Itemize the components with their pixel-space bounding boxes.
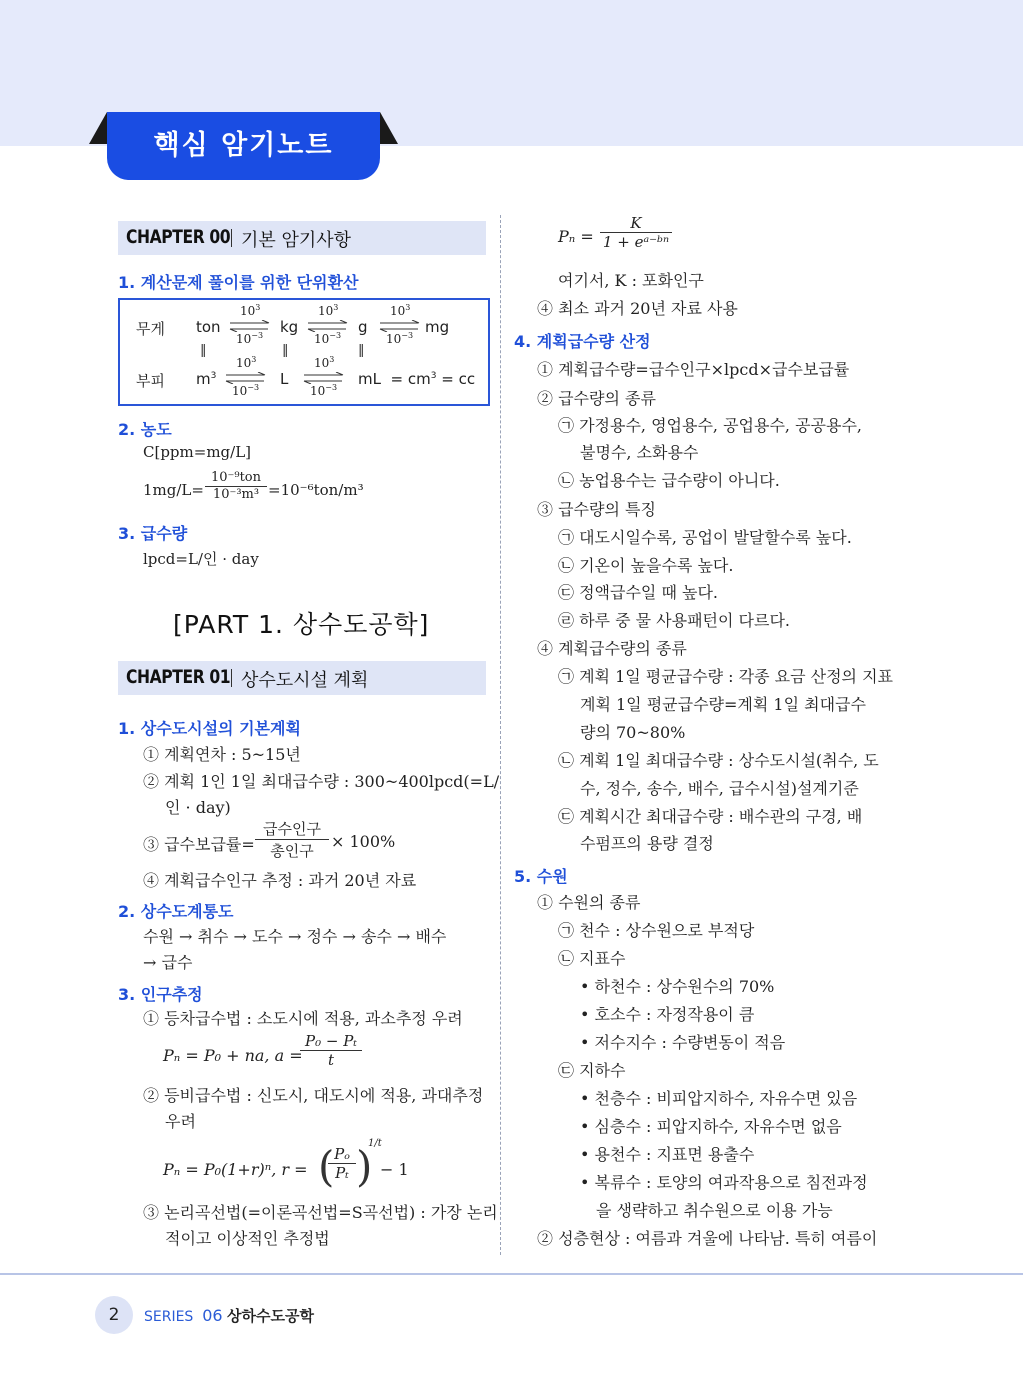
geometric-fraction: [328, 1145, 356, 1182]
plan-item-2: ② 계획 1인 1일 최대급수량 : 300~400lpcd(=L/: [143, 772, 500, 791]
weight-label: 무게: [136, 320, 165, 338]
source-types: ① 수원의 종류: [537, 893, 641, 912]
plan-type-c-cont: 수펌프의 용량 결정: [580, 834, 714, 853]
conversion-arrow: $10^3$ $10^{-3}$: [224, 352, 268, 400]
section-water-supply: 3. 급수량: [118, 524, 188, 543]
unit-L: L: [280, 370, 289, 388]
geometric-method: ② 등비급수법 : 신도시, 대도시에 적용, 과대추정: [143, 1086, 484, 1105]
conversion-arrow: $10^3$ $10^{-3}$: [306, 300, 350, 348]
chapter-separator: [231, 669, 232, 687]
equivalence-mark: ‖: [200, 343, 207, 358]
part-title: [PART 1. 상수도공학]: [173, 610, 430, 639]
section-concentration: 2. 농도: [118, 420, 172, 439]
plan-type-a-cont: 계획 1일 평균급수량=계획 1일 최대급수: [580, 695, 866, 714]
ground-subsurface: • 복류수 : 토양의 여과작용으로 침전과정: [580, 1170, 868, 1193]
surface-reservoir: • 저수지수 : 수량변동이 적음: [580, 1030, 785, 1053]
fraction-numerator: 급수인구: [255, 818, 329, 840]
fraction-denominator: 10⁻³m³: [212, 487, 260, 502]
unit-ton: ton: [196, 318, 221, 336]
conversion-arrow: $10^3$ $10^{-3}$: [378, 300, 422, 348]
series-label: SERIES 06: [144, 1306, 223, 1325]
chapter-01-title: 상수도시설 계획: [241, 670, 369, 691]
fraction-numerator: P₀ − Pₜ: [300, 1032, 362, 1051]
conversion-arrow: $10^3$ $10^{-3}$: [228, 300, 272, 348]
tab-ear-right: [380, 112, 398, 144]
logistic-method-cont: 적이고 이상적인 추정법: [165, 1229, 330, 1248]
plan-type-a: ㉠ 계획 1일 평균급수량 : 각종 요금 산정의 지표: [558, 667, 894, 686]
fraction-denominator: 1 + eᵃ⁻ᵇⁿ: [602, 233, 670, 251]
surface-lake: • 호소수 : 자정작용이 큼: [580, 1002, 754, 1025]
plan-item-2-cont: 인 · day): [165, 798, 231, 817]
page-number: 2: [95, 1296, 133, 1334]
unit-mL-eq: mL = $cm^3$ = cc: [358, 370, 476, 388]
feature-d: ㉣ 하루 중 물 사용패턴이 다르다.: [558, 611, 790, 630]
plan-item-1: ① 계획연차 : 5~15년: [143, 745, 301, 764]
fraction-denominator: 총인구: [270, 842, 314, 860]
plan-type-b: ㉡ 계획 1일 최대급수량 : 상수도시설(취수, 도: [558, 751, 879, 770]
plan-item-3-left: ③ 급수보급률=: [143, 835, 255, 854]
arithmetic-formula-left: Pₙ = P₀ + na, a =: [163, 1046, 303, 1065]
ground-shallow: • 천층수 : 비피압지하수, 자유수면 있음: [580, 1086, 857, 1109]
unit-g: g: [358, 318, 368, 336]
conversion-left: 1mg/L=: [143, 481, 204, 499]
arithmetic-method: ① 등차급수법 : 소도시에 적용, 과소추정 우려: [143, 1009, 463, 1028]
chapter-00-bar: [118, 221, 486, 255]
ground-deep: • 심층수 : 피압지하수, 자유수면 없음: [580, 1114, 842, 1137]
lpcd-definition: lpcd=L/인 · day: [143, 550, 259, 568]
plan-type-a-cont2: 량의 70~80%: [580, 723, 686, 742]
section-planned-supply: 4. 계획급수량 산정: [514, 332, 651, 351]
chapter-01-label: CHAPTER 01: [126, 666, 231, 688]
paren-open: (: [318, 1142, 335, 1191]
source-rain: ㉠ 천수 : 상수원으로 부적당: [558, 921, 755, 940]
section-water-source: 5. 수원: [514, 867, 568, 886]
source-ground: ㉢ 지하수: [558, 1061, 626, 1080]
system-flow-cont: → 급수: [143, 953, 193, 972]
chapter-01-bar: [118, 661, 486, 695]
fraction-numerator: Pₒ: [328, 1145, 356, 1164]
fraction-numerator: 10⁻⁹ton: [205, 470, 267, 487]
conversion-fraction: [205, 470, 267, 502]
book-title: 상하수도공학: [227, 1307, 314, 1325]
section-population-estimate: 3. 인구추정: [118, 985, 203, 1004]
ground-spring: • 용천수 : 지표면 용출수: [580, 1142, 754, 1165]
supply-types-b: ㉡ 농업용수는 급수량이 아니다.: [558, 471, 780, 490]
planned-supply-item-3: ③ 급수량의 특징: [537, 500, 656, 519]
section-basic-plan: 1. 상수도시설의 기본계획: [118, 719, 301, 738]
stratification: ② 성층현상 : 여름과 겨울에 나타남. 특히 여름이: [537, 1229, 878, 1248]
supply-ratio-fraction: [255, 818, 329, 861]
logistic-formula-left: Pₙ =: [558, 227, 594, 246]
supply-types-a: ㉠ 가정용수, 영업용수, 공업용수, 공공용수,: [558, 416, 862, 435]
arithmetic-fraction: [300, 1032, 362, 1069]
logistic-method: ③ 논리곡선법(=이론곡선법=S곡선법) : 가장 논리: [143, 1203, 498, 1222]
source-surface: ㉡ 지표수: [558, 949, 626, 968]
planned-supply-item-2: ② 급수량의 종류: [537, 389, 656, 408]
equivalence-mark: ‖: [358, 343, 365, 358]
min-data-note: ④ 최소 과거 20년 자료 사용: [537, 299, 738, 318]
supply-types-a-cont: 불명수, 소화용수: [580, 443, 699, 462]
saturation-note: 여기서, K : 포화인구: [558, 271, 704, 290]
planned-supply-item-4: ④ 계획급수량의 종류: [537, 639, 687, 658]
plan-type-b-cont: 수, 정수, 송수, 배수, 급수시설)설계기준: [580, 779, 859, 798]
footer-line: [0, 1273, 1023, 1275]
conversion-arrow: $10^3$ $10^{-3}$: [302, 352, 346, 400]
column-divider: [500, 215, 501, 1255]
surface-river: • 하천수 : 상수원수의 70%: [580, 974, 774, 997]
conversion-right: =10⁻⁶ton/m³: [268, 481, 364, 499]
geometric-exponent: 1/t: [368, 1138, 382, 1149]
feature-b: ㉡ 기온이 높을수록 높다.: [558, 556, 734, 575]
unit-mg: mg: [425, 318, 450, 336]
logistic-fraction: [600, 214, 672, 251]
section-system-diagram: 2. 상수도계통도: [118, 902, 234, 921]
geometric-formula-right: − 1: [380, 1160, 409, 1179]
geometric-method-cont: 우려: [165, 1112, 196, 1131]
planned-supply-item-1: ① 계획급수량=급수인구×lpcd×급수보급률: [537, 360, 850, 379]
plan-item-3-right: × 100%: [331, 832, 396, 851]
paren-close: ): [356, 1142, 373, 1191]
page-title: 핵심 암기노트: [107, 112, 380, 180]
plan-item-4: ④ 계획급수인구 추정 : 과거 20년 자료: [143, 871, 417, 890]
chapter-00-label: CHAPTER 00: [126, 226, 231, 248]
feature-a: ㉠ 대도시일수록, 공업이 발달할수록 높다.: [558, 528, 852, 547]
section-unit-conversion: 1. 계산문제 풀이를 위한 단위환산: [118, 273, 359, 292]
feature-c: ㉢ 정액급수일 때 높다.: [558, 583, 718, 602]
volume-label: 부피: [136, 372, 165, 390]
fraction-denominator: t: [327, 1051, 335, 1069]
fraction-numerator: K: [600, 214, 672, 233]
equivalence-mark: ‖: [282, 343, 289, 358]
geometric-formula-left: Pₙ = P₀(1+r)ⁿ, r =: [163, 1160, 308, 1179]
unit-m3: $m^3$: [196, 370, 217, 388]
ground-subsurface-cont: 을 생략하고 취수원으로 이용 가능: [596, 1201, 833, 1220]
unit-kg: kg: [280, 318, 299, 336]
tab-ear-left: [89, 112, 107, 144]
ppm-definition: C[ppm=mg/L]: [143, 443, 252, 461]
unit-conversion-box: [118, 298, 490, 406]
fraction-denominator: Pₜ: [335, 1164, 349, 1182]
system-flow: 수원 → 취수 → 도수 → 정수 → 송수 → 배수: [143, 927, 447, 946]
plan-type-c: ㉢ 계획시간 최대급수량 : 배수관의 구경, 배: [558, 807, 863, 826]
chapter-00-title: 기본 암기사항: [241, 230, 352, 251]
chapter-separator: [231, 229, 232, 247]
